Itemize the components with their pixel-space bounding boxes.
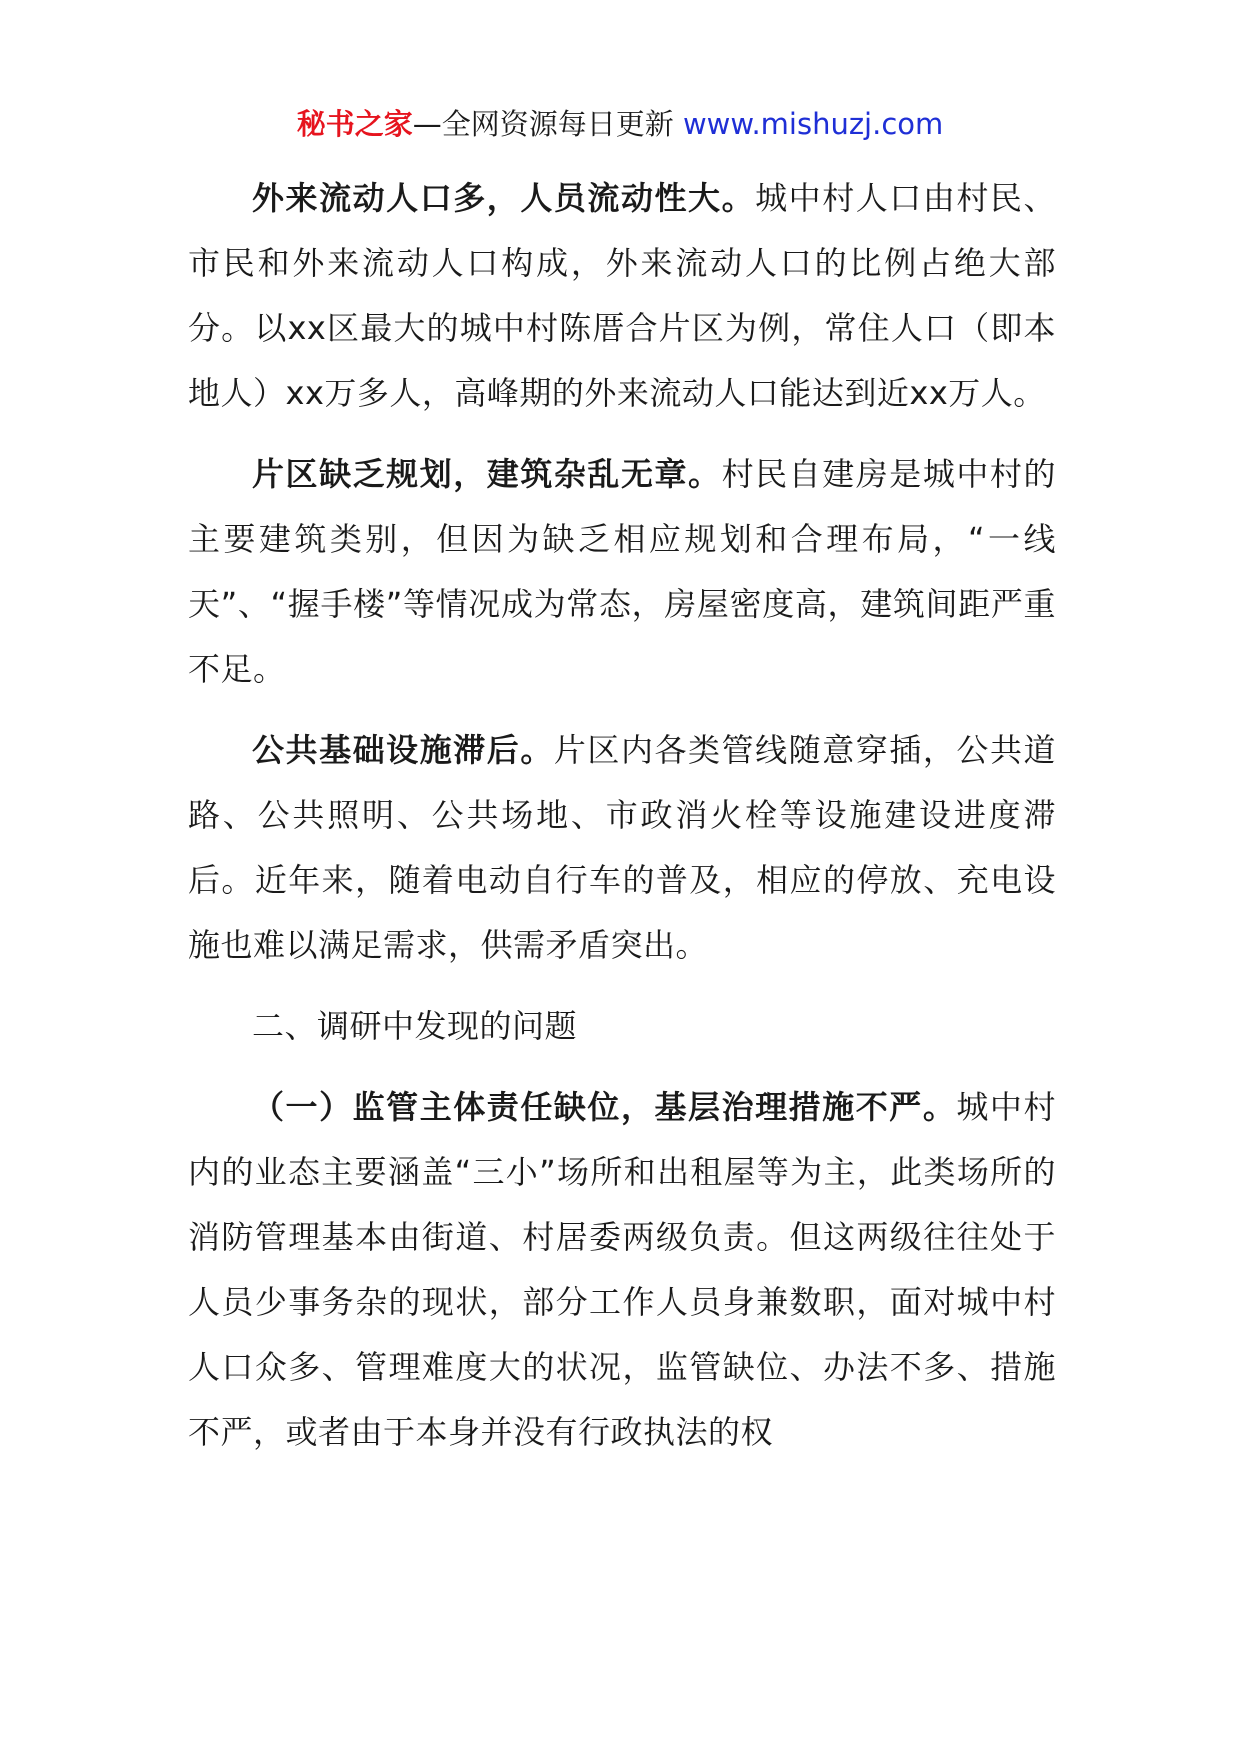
paragraph-lead: 公共基础设施滞后。	[252, 731, 554, 769]
document-body	[188, 166, 1056, 1481]
paragraph-planning	[188, 442, 1056, 702]
subsection-lead: （一）监管主体责任缺位，基层治理措施不严。	[252, 1088, 957, 1126]
site-url-link[interactable]: www.mishuzj.com	[682, 107, 944, 141]
paragraph-text: 城中村人口由村民、市民和外来流动人口构成，外来流动人口的比例占绝大部分。以xx区最大的城中村陈厝合片区为例，常住人口（即本地人）xx万多人，高峰期的外来流动人口能达到近xx万人。	[188, 179, 1056, 412]
site-tagline: —全网资源每日更新	[412, 107, 683, 141]
site-brand: 秘书之家	[296, 107, 413, 141]
subsection-text: 城中村内的业态主要涵盖“三小”场所和出租屋等为主，此类场所的消防管理基本由街道、村居委两级负责。但这两级往往处于人员少事务杂的现状，部分工作人员身兼数职，面对城中村人口众多、管理难度大的状况，监管缺位、办法不多、措施不严，或者由于本身并没有行政执法的权	[188, 1088, 1056, 1451]
site-header	[0, 104, 1240, 144]
paragraph-lead: 片区缺乏规划，建筑杂乱无章。	[252, 455, 722, 493]
paragraph-text: 村民自建房是城中村的主要建筑类别，但因为缺乏相应规划和合理布局，“一线天”、“握手楼”等情况成为常态，房屋密度高，建筑间距严重不足。	[188, 455, 1056, 688]
paragraph-population	[188, 166, 1056, 426]
paragraph-supervision	[188, 1075, 1056, 1465]
section-heading: 二、调研中发现的问题	[252, 1007, 578, 1045]
paragraph-infrastructure	[188, 718, 1056, 978]
paragraph-text: 片区内各类管线随意穿插，公共道路、公共照明、公共场地、市政消火栓等设施建设进度滞后。近年来，随着电动自行车的普及，相应的停放、充电设施也难以满足需求，供需矛盾突出。	[188, 731, 1056, 964]
paragraph-lead: 外来流动人口多，人员流动性大。	[252, 179, 756, 217]
